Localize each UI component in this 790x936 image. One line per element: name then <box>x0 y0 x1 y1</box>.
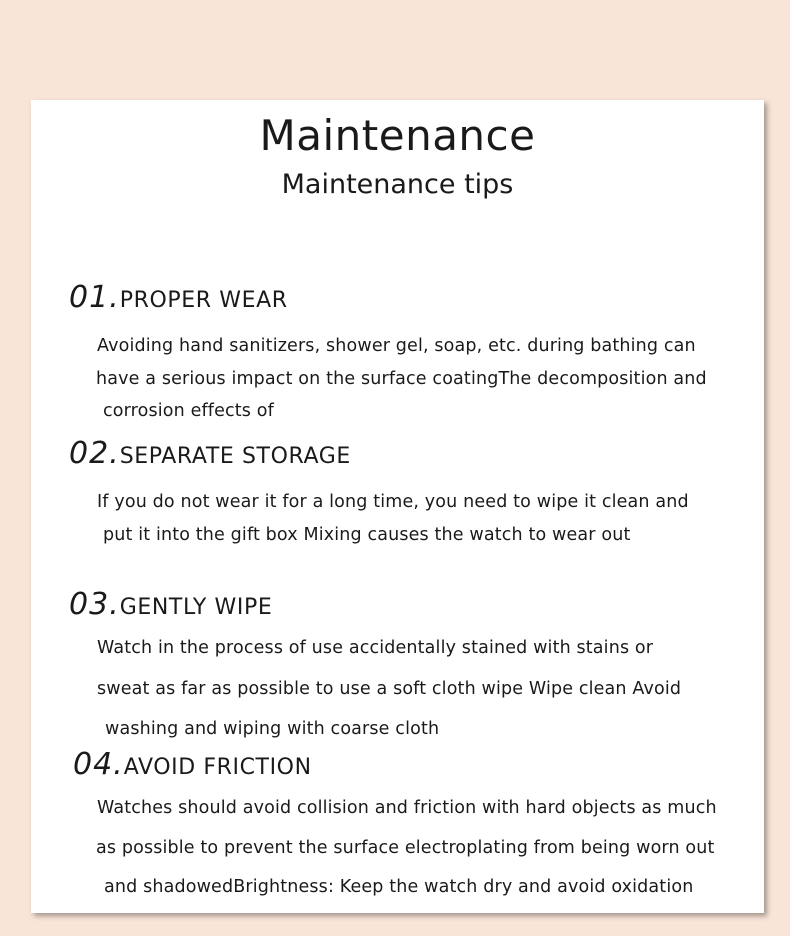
section-title: AVOID FRICTION <box>123 755 312 780</box>
section-heading-gently-wipe <box>69 587 272 627</box>
section-text-line: have a serious impact on the surface coatingThe decomposition and <box>96 369 707 389</box>
section-heading-separate-storage <box>69 436 351 476</box>
page-title: Maintenance <box>259 111 536 160</box>
tips-card <box>31 100 764 913</box>
section-text-line: corrosion effects of <box>103 401 274 421</box>
section-heading-proper-wear <box>69 280 288 320</box>
section-heading-avoid-friction <box>73 747 312 787</box>
page-subtitle: Maintenance tips <box>281 169 514 200</box>
section-text-line: Avoiding hand sanitizers, shower gel, soap, etc. during bathing can <box>97 336 696 356</box>
section-title: SEPARATE STORAGE <box>119 444 351 469</box>
section-text-line: Watch in the process of use accidentally stained with stains or <box>97 638 654 658</box>
section-number: 03. <box>69 587 120 622</box>
section-text-line: washing and wiping with coarse cloth <box>105 719 440 739</box>
section-title: GENTLY WIPE <box>119 595 273 620</box>
section-text-line: as possible to prevent the surface electroplating from being worn out <box>96 838 715 858</box>
section-text-line: Watches should avoid collision and friction with hard objects as much <box>97 798 717 818</box>
section-number: 02. <box>69 436 120 471</box>
section-text-line: put it into the gift box Mixing causes the watch to wear out <box>103 525 631 545</box>
section-title: PROPER WEAR <box>119 288 288 313</box>
section-text-line: If you do not wear it for a long time, you need to wipe it clean and <box>97 492 689 512</box>
section-number: 01. <box>69 280 120 315</box>
section-text-line: and shadowedBrightness: Keep the watch dry and avoid oxidation <box>104 877 694 897</box>
section-number: 04. <box>73 747 124 782</box>
section-text-line: sweat as far as possible to use a soft cloth wipe Wipe clean Avoid <box>97 679 682 699</box>
